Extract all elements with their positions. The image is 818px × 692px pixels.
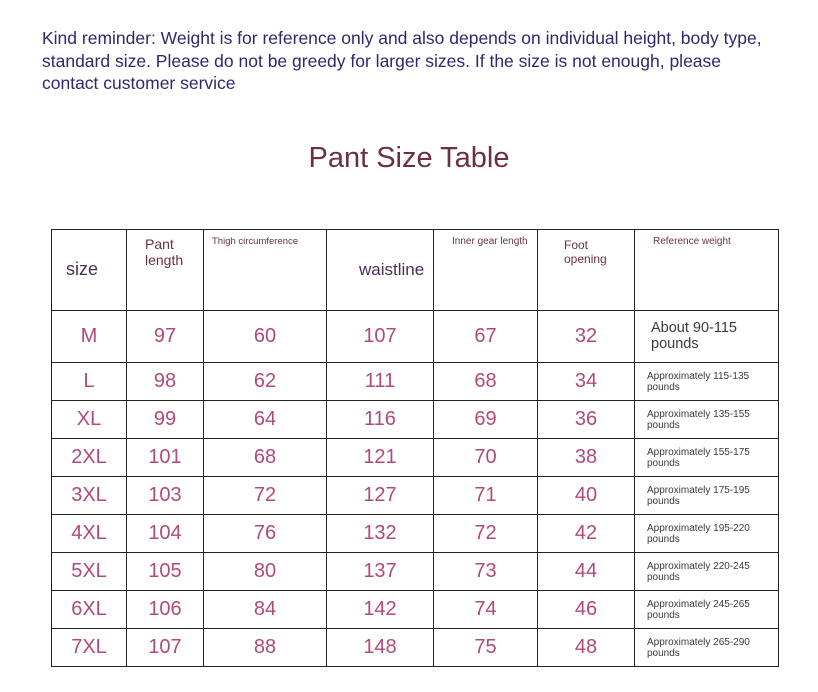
cell-foot-opening: 44: [538, 553, 635, 591]
cell-foot-opening: 36: [538, 401, 635, 439]
cell-pant-length: 97: [127, 310, 204, 362]
cell-inner-gear: 70: [434, 439, 538, 477]
table-row: [52, 515, 779, 553]
cell-inner-gear: 69: [434, 401, 538, 439]
cell-inner-gear: 67: [434, 310, 538, 362]
cell-size: 4XL: [52, 515, 127, 553]
cell-foot-opening: 40: [538, 477, 635, 515]
cell-foot-opening: 34: [538, 363, 635, 401]
cell-pant-length: 105: [127, 553, 204, 591]
table-row: [52, 439, 779, 477]
cell-waistline: 116: [327, 401, 434, 439]
cell-size: M: [52, 310, 127, 362]
cell-size: 3XL: [52, 477, 127, 515]
cell-size: 6XL: [52, 591, 127, 629]
header-size: size: [52, 230, 127, 311]
cell-waistline: 121: [327, 439, 434, 477]
cell-reference-weight: Approximately 245-265 pounds: [635, 591, 779, 629]
cell-reference-weight: About 90-115 pounds: [635, 310, 779, 362]
cell-waistline: 148: [327, 629, 434, 667]
cell-size: 5XL: [52, 553, 127, 591]
cell-waistline: 132: [327, 515, 434, 553]
cell-pant-length: 99: [127, 401, 204, 439]
cell-waistline: 127: [327, 477, 434, 515]
cell-inner-gear: 75: [434, 629, 538, 667]
cell-size: L: [52, 363, 127, 401]
table-row: [52, 477, 779, 515]
cell-thigh: 60: [204, 310, 327, 362]
cell-foot-opening: 48: [538, 629, 635, 667]
cell-size: 2XL: [52, 439, 127, 477]
cell-thigh: 76: [204, 515, 327, 553]
table-row: [52, 363, 779, 401]
header-reference-weight: Reference weight: [635, 230, 779, 311]
kind-reminder-text: Kind reminder: Weight is for reference only and also depends on individual height, body type, standard size. Please do not be greedy for larger sizes. If the size is not enough, please contact customer service: [42, 28, 762, 93]
cell-reference-weight: Approximately 220-245 pounds: [635, 553, 779, 591]
cell-thigh: 80: [204, 553, 327, 591]
header-thigh-circumference: Thigh circumference: [204, 230, 327, 311]
header-inner-gear-length: Inner gear length: [434, 230, 538, 311]
page-title: Pant Size Table: [308, 142, 510, 174]
cell-thigh: 68: [204, 439, 327, 477]
cell-waistline: 107: [327, 310, 434, 362]
cell-thigh: 84: [204, 591, 327, 629]
cell-waistline: 111: [327, 363, 434, 401]
cell-foot-opening: 38: [538, 439, 635, 477]
cell-reference-weight: Approximately 195-220 pounds: [635, 515, 779, 553]
cell-waistline: 137: [327, 553, 434, 591]
cell-thigh: 72: [204, 477, 327, 515]
table-row: [52, 310, 779, 362]
cell-reference-weight: Approximately 265-290 pounds: [635, 629, 779, 667]
cell-foot-opening: 46: [538, 591, 635, 629]
table-row: [52, 629, 779, 667]
header-pant-length: Pant length: [127, 230, 204, 311]
cell-inner-gear: 74: [434, 591, 538, 629]
cell-pant-length: 104: [127, 515, 204, 553]
cell-reference-weight: Approximately 115-135 pounds: [635, 363, 779, 401]
table-row: [52, 401, 779, 439]
cell-pant-length: 103: [127, 477, 204, 515]
header-waistline: waistline: [327, 230, 434, 311]
cell-reference-weight: Approximately 175-195 pounds: [635, 477, 779, 515]
cell-size: 7XL: [52, 629, 127, 667]
cell-inner-gear: 68: [434, 363, 538, 401]
table-row: [52, 553, 779, 591]
cell-pant-length: 106: [127, 591, 204, 629]
cell-reference-weight: Approximately 155-175 pounds: [635, 439, 779, 477]
table-header-row: [52, 230, 779, 311]
header-foot-opening: Foot opening: [538, 230, 635, 311]
cell-foot-opening: 32: [538, 310, 635, 362]
cell-pant-length: 98: [127, 363, 204, 401]
cell-size: XL: [52, 401, 127, 439]
cell-foot-opening: 42: [538, 515, 635, 553]
cell-inner-gear: 71: [434, 477, 538, 515]
cell-inner-gear: 72: [434, 515, 538, 553]
size-table: [51, 229, 779, 667]
cell-pant-length: 101: [127, 439, 204, 477]
cell-thigh: 64: [204, 401, 327, 439]
cell-thigh: 88: [204, 629, 327, 667]
cell-waistline: 142: [327, 591, 434, 629]
cell-pant-length: 107: [127, 629, 204, 667]
cell-reference-weight: Approximately 135-155 pounds: [635, 401, 779, 439]
cell-inner-gear: 73: [434, 553, 538, 591]
cell-thigh: 62: [204, 363, 327, 401]
table-row: [52, 591, 779, 629]
